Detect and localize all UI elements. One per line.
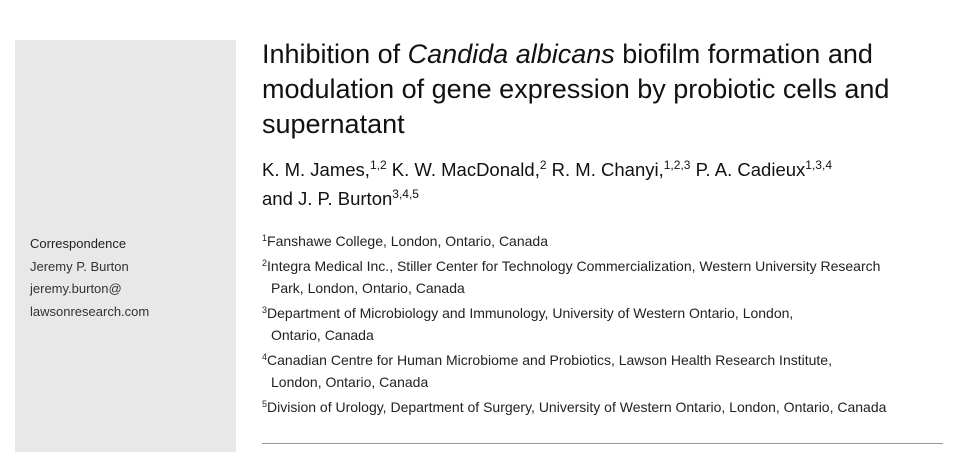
author: K. M. James,$^{1,2}$ xyxy=(262,158,387,180)
affiliation-item: $^4$Canadian Centre for Human Microbiome and Probiotics, Lawson Health Research Institute, London, Ontario, Canada xyxy=(262,352,832,390)
author-list xyxy=(262,155,952,213)
correspondence-block xyxy=(30,233,149,323)
correspondence-name: Jeremy P. Burton xyxy=(30,258,129,274)
author: K. W. MacDonald,$^2$ xyxy=(391,158,547,180)
article-title xyxy=(262,37,952,142)
sidebar-panel xyxy=(15,40,236,452)
author: P. A. Cadieux$^{1,3,4}$ xyxy=(695,158,832,180)
affiliation-item: $^1$Fanshawe College, London, Ontario, Canada xyxy=(262,233,548,249)
header-divider xyxy=(262,443,943,444)
affiliation-item: $^2$Integra Medical Inc., Stiller Center for Technology Commercialization, Western University Research Park, London, Ontario, Canada xyxy=(262,258,881,296)
author: R. M. Chanyi,$^{1,2,3}$ xyxy=(551,158,691,180)
correspondence-heading: Correspondence xyxy=(30,236,127,251)
correspondence-email-line1[interactable]: jeremy.burton@ xyxy=(30,281,122,296)
affiliation-item: $^5$Division of Urology, Department of Surgery, University of Western Ontario, London, Ontario, Canada xyxy=(262,399,887,415)
author: and J. P. Burton$^{3,4,5}$ xyxy=(262,187,419,209)
affiliation-list xyxy=(262,230,952,421)
title-part2: biofilm formation and modulation of gene expression by probiotic cells and supernatant xyxy=(262,39,890,139)
affiliation-item: $^3$Department of Microbiology and Immunology, University of Western Ontario, London, Ontario, Canada xyxy=(262,305,794,343)
title-part1: Inhibition of xyxy=(262,39,408,69)
title-species: Candida albicans xyxy=(407,39,615,69)
correspondence-email-line2[interactable]: lawsonresearch.com xyxy=(30,303,150,319)
